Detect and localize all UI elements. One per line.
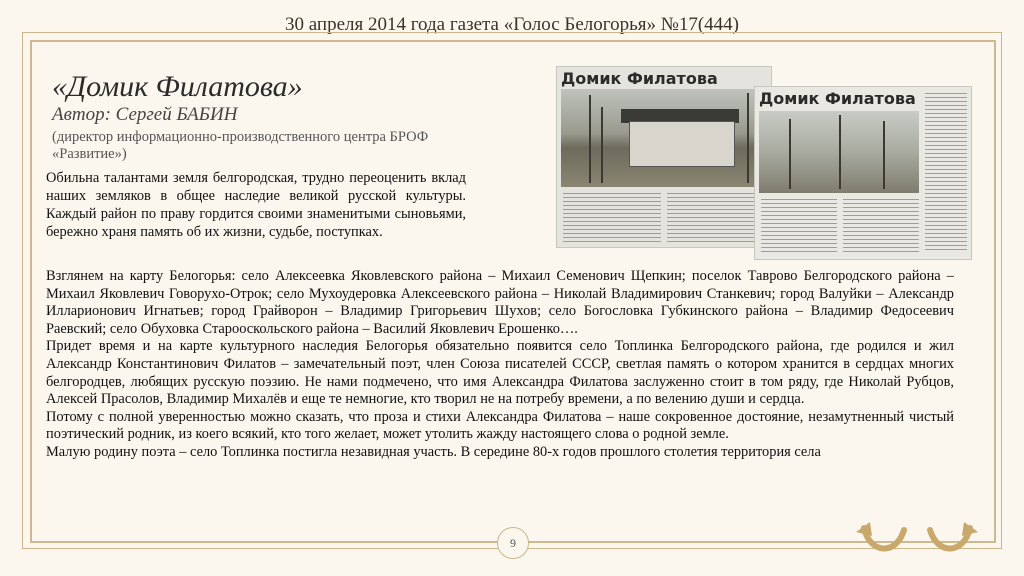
article-body	[46, 268, 954, 462]
tree-trunk	[883, 121, 885, 189]
trees-photo	[759, 111, 919, 193]
clipping-text-column	[843, 199, 919, 255]
tree-trunk	[747, 93, 749, 183]
tree-trunk	[839, 115, 841, 189]
article-title: «Домик Филатова»	[52, 70, 303, 103]
article-author: Автор: Сергей БАБИН	[52, 104, 238, 125]
newspaper-clipping-2	[754, 86, 972, 260]
house-wall	[629, 121, 735, 167]
tree-trunk	[589, 95, 591, 183]
next-slide-button[interactable]	[922, 518, 978, 558]
article-paragraph: Потому с полной уверенностью можно сказать, что проза и стихи Александра Филатова – наше сокровенное достояние, незамутненный чистый поэтический родник, из коего всякий, кто того желает, может утолить жажду настоящего слова о родной земле.	[46, 408, 954, 443]
article-paragraph: Взглянем на карту Белогорья: село Алексеевка Яковлевского района – Михаил Семенович Щепкин; поселок Таврово Белгородского района – Михаил Яковлевич Говорухо-Отрок; село Мухоудеровка Алексеевского района – Николай Владимирович Станкевич; город Валуйки – Александр Илларионович Игнатьев; город Грайворон – Владимир Григорьевич Шухов; село Богословка Губкинского района – Владимир Федосеевич Раевский; село Обуховка Старооскольского района – Василий Яковлевич Ерошенко….	[46, 268, 954, 337]
clipping-2-headline: Домик Филатова	[759, 89, 916, 108]
clipping-text-column	[667, 193, 765, 243]
header-caption: 30 апреля 2014 года газета «Голос Белогорья» №17(444)	[284, 14, 740, 35]
previous-slide-button[interactable]	[856, 518, 912, 558]
article-affiliation: (директор информационно-производственного центра БРОФ «Развитие»)	[52, 129, 429, 162]
house-photo	[561, 89, 767, 187]
newspaper-clipping-1	[556, 66, 772, 248]
clipping-1-headline: Домик Филатова	[561, 69, 718, 88]
tree-trunk	[601, 107, 603, 183]
tree-trunk	[789, 119, 791, 189]
clipping-text-column	[925, 93, 967, 253]
clipping-text-column	[761, 199, 837, 255]
article-paragraph: Придет время и на карте культурного наследия Белогорья обязательно появится село Топлинка Белгородского района, где родился и жил Александр Константинович Филатов – замечательный поэт, член Союза писателей СССР, светлая память о котором хранится в сердцах многих белгородцев, любящих русскую поэзию. Не нами подмечено, что имя Александра Филатова заслуженно стоит в том ряду, где Николай Рубцов, Алексей Прасолов, Владимир Михалёв и еще те немногие, кто творил не на потребу времени, а по велению души и сердца.	[46, 338, 954, 408]
clipping-text-column	[563, 193, 661, 243]
article-lead: Обильна талантами земля белгородская, трудно переоценить вклад наших земляков в общее наследие великой русской культуры. Каждый район по праву гордится своими знаменитыми сыновьями, бережно храня память об их жизни, судьбе, поступках.	[46, 170, 466, 240]
page-number: 9	[497, 527, 529, 559]
article-paragraph: Малую родину поэта – село Топлинка постигла незавидная участь. В середине 80-х годов прошлого столетия территория села	[46, 443, 821, 460]
